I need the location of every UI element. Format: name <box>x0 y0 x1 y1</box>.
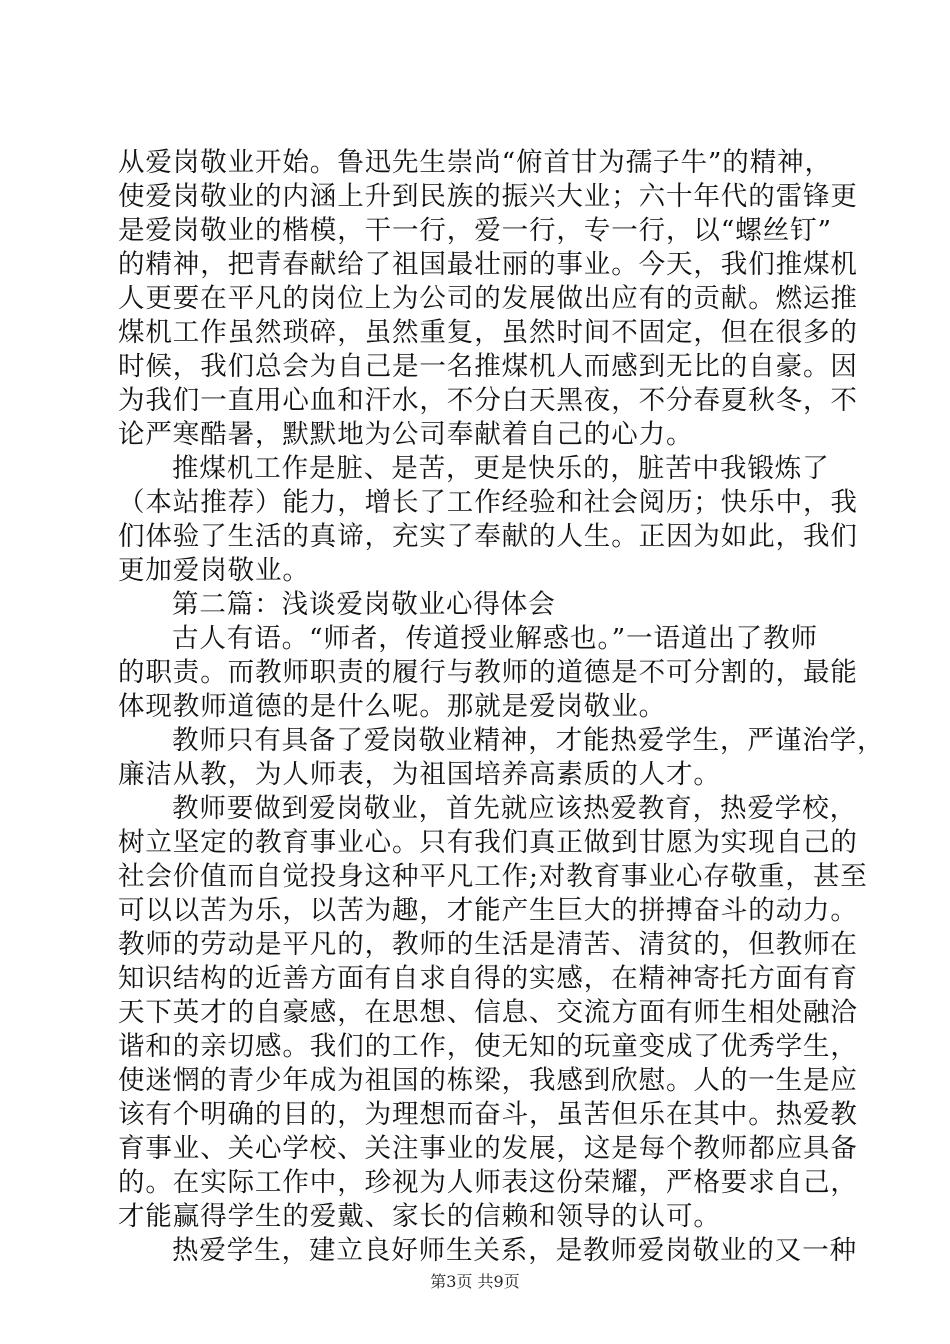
document-body <box>118 146 885 1268</box>
text-line: 教师只有具备了爱岗敬业精神，才能热爱学生，严谨治学， <box>172 725 885 756</box>
text-line: 从爱岗敬业开始。鲁迅先生崇尚“俯首甘为孺子牛”的精神， <box>118 147 832 178</box>
text-line: 树立坚定的教育事业心。只有我们真正做到甘愿为实现自己的 <box>118 827 858 858</box>
text-line: 论严寒酷暑，默默地为公司奉献着自己的心力。 <box>118 419 694 450</box>
text-line: 的职责。而教师职责的履行与教师的道德是不可分割的，最能 <box>118 657 858 688</box>
text-line: 的精神，把青春献给了祖国最壮丽的事业。今天，我们推煤机 <box>118 249 858 280</box>
text-line: 古人有语。“师者，传道授业解惑也。”一语道出了教师 <box>172 623 818 654</box>
text-line: 教师的劳动是平凡的，教师的生活是清苦、清贫的，但教师在 <box>118 929 858 960</box>
text-line: 人更要在平凡的岗位上为公司的发展做出应有的贡献。燃运推 <box>118 283 858 314</box>
text-line: 谐和的亲切感。我们的工作，使无知的玩童变成了优秀学生， <box>118 1031 858 1062</box>
text-line: 第二篇：浅谈爱岗敬业心得体会 <box>172 589 556 620</box>
text-line: 可以以苦为乐，以苦为趣，才能产生巨大的拼搏奋斗的动力。 <box>118 895 858 926</box>
text-line: 的。在实际工作中，珍视为人师表这份荣耀，严格要求自己， <box>118 1167 858 1198</box>
text-line: 煤机工作虽然琐碎，虽然重复，虽然时间不固定，但在很多的 <box>118 317 858 348</box>
text-line: 更加爱岗敬业。 <box>118 555 310 586</box>
text-line: 推煤机工作是脏、是苦，更是快乐的，脏苦中我锻炼了 <box>172 453 830 484</box>
text-line: （本站推荐）能力，增长了工作经验和社会阅历；快乐中，我 <box>118 487 858 518</box>
text-line: 体现教师道德的是什么呢。那就是爱岗敬业。 <box>118 691 666 722</box>
text-line: 知识结构的近善方面有自求自得的实感，在精神寄托方面有育 <box>118 963 858 994</box>
text-line: 育事业、关心学校、关注事业的发展，这是每个教师都应具备 <box>118 1133 858 1164</box>
page-footer: 第3页 共9页 <box>430 1272 520 1291</box>
text-line: 社会价值而自觉投身这种平凡工作;对教育事业心存敬重，甚至 <box>118 861 868 892</box>
text-line: 们体验了生活的真谛，充实了奉献的人生。正因为如此，我们 <box>118 521 858 552</box>
text-line: 为我们一直用心血和汗水，不分白天黑夜，不分春夏秋冬，不 <box>118 385 858 416</box>
text-line: 才能赢得学生的爱戴、家长的信赖和领导的认可。 <box>118 1201 721 1232</box>
text-line: 时候，我们总会为自己是一名推煤机人而感到无比的自豪。因 <box>118 351 858 382</box>
text-line: 热爱学生，建立良好师生关系，是教师爱岗敬业的又一种 <box>172 1235 857 1266</box>
text-line: 天下英才的自豪感，在思想、信息、交流方面有师生相处融洽 <box>118 997 858 1028</box>
text-line: 教师要做到爱岗敬业，首先就应该热爱教育，热爱学校， <box>172 793 857 824</box>
text-line: 廉洁从教，为人师表，为祖国培养高素质的人才。 <box>118 759 721 790</box>
text-line: 该有个明确的目的，为理想而奋斗，虽苦但乐在其中。热爱教 <box>118 1099 858 1130</box>
text-line: 是爱岗敬业的楷模，干一行，爱一行，专一行，以“螺丝钉” <box>118 215 832 246</box>
text-line: 使迷惘的青少年成为祖国的栋梁，我感到欣慰。人的一生是应 <box>118 1065 858 1096</box>
text-line: 使爱岗敬业的内涵上升到民族的振兴大业；六十年代的雷锋更 <box>118 181 858 212</box>
